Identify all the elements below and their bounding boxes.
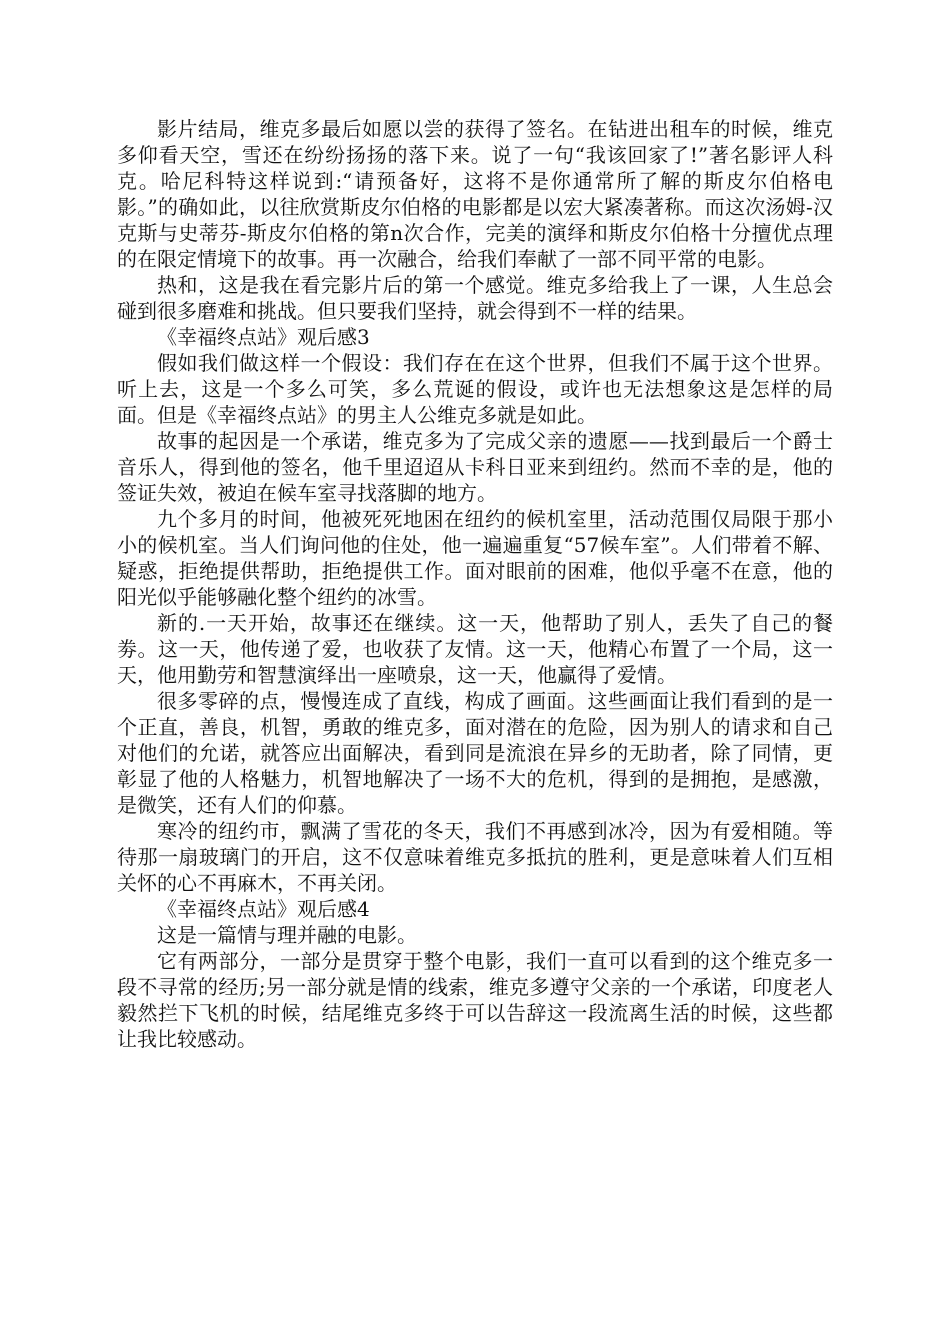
document-body [117, 116, 833, 1052]
paragraph-8: 寒冷的纽约市，飘满了雪花的冬天，我们不再感到冰冷，因为有爱相随。等待那一扇玻璃门的开启，这不仅意味着维克多抵抗的胜利，更是意味着人们互相关怀的心不再麻木，不再关闭。 [117, 819, 833, 895]
section-heading-4: 《幸福终点站》观后感4 [157, 897, 370, 921]
paragraph-3: 假如我们做这样一个假设：我们存在在这个世界，但我们不属于这个世界。听上去，这是一个多么可笑，多么荒诞的假设，或许也无法想象这是怎样的局面。但是《幸福终点站》的男主人公维克多就是如此。 [117, 351, 833, 427]
paragraph-6: 新的.一天开始，故事还在继续。这一天，他帮助了别人，丢失了自己的餐劵。这一天，他传递了爱，也收获了友情。这一天，他精心布置了一个局，这一天，他用勤劳和智慧演绎出一座喷泉，这一天，他赢得了爱情。 [117, 611, 833, 687]
paragraph-7: 很多零碎的点，慢慢连成了直线，构成了画面。这些画面让我们看到的是一个正直，善良，机智，勇敢的维克多，面对潜在的危险，因为别人的请求和自己对他们的允诺，就答应出面解决，看到同是流浪在异乡的无助者，除了同情，更彰显了他的人格魅力，机智地解决了一场不大的危机，得到的是拥抱，是感激，是微笑，还有人们的仰慕。 [117, 689, 833, 817]
paragraph-9: 这是一篇情与理并融的电影。 [157, 923, 417, 947]
section-heading-3: 《幸福终点站》观后感3 [157, 325, 370, 349]
paragraph-10: 它有两部分，一部分是贯穿于整个电影，我们一直可以看到的这个维克多一段不寻常的经历;另一部分就是情的线索，维克多遵守父亲的一个承诺，印度老人毅然拦下飞机的时候，结尾维克多终于可以告辞这一段流离生活的时候，这些都让我比较感动。 [117, 949, 833, 1051]
paragraph-5: 九个多月的时间，他被死死地困在纽约的候机室里，活动范围仅局限于那小小的候机室。当人们询问他的住处，他一遍遍重复“57候车室”。人们带着不解、疑惑，拒绝提供帮助，拒绝提供工作。面对眼前的困难，他似乎毫不在意，他的阳光似乎能够融化整个纽约的冰雪。 [117, 507, 833, 609]
paragraph-2: 热和，这是我在看完影片后的第一个感觉。维克多给我上了一课，人生总会碰到很多磨难和挑战。但只要我们坚持，就会得到不一样的结果。 [117, 273, 833, 323]
paragraph-4: 故事的起因是一个承诺，维克多为了完成父亲的遗愿——找到最后一个爵士音乐人，得到他的签名，他千里迢迢从卡科日亚来到纽约。然而不幸的是，他的签证失效，被迫在候车室寻找落脚的地方。 [117, 429, 833, 505]
paragraph-1: 影片结局，维克多最后如愿以尝的获得了签名。在钻进出租车的时候，维克多仰看天空，雪还在纷纷扬扬的落下来。说了一句“我该回家了!”著名影评人科克。哈尼科特这样说到:“请预备好，这将不是你通常所了解的斯皮尔伯格电影。”的确如此，以往欣赏斯皮尔伯格的电影都是以宏大紧凑著称。而这次汤姆-汉克斯与史蒂芬-斯皮尔伯格的第n次合作，完美的演绎和斯皮尔伯格十分擅优点理的在限定情境下的故事。再一次融合，给我们奉献了一部不同平常的电影。 [117, 117, 833, 271]
